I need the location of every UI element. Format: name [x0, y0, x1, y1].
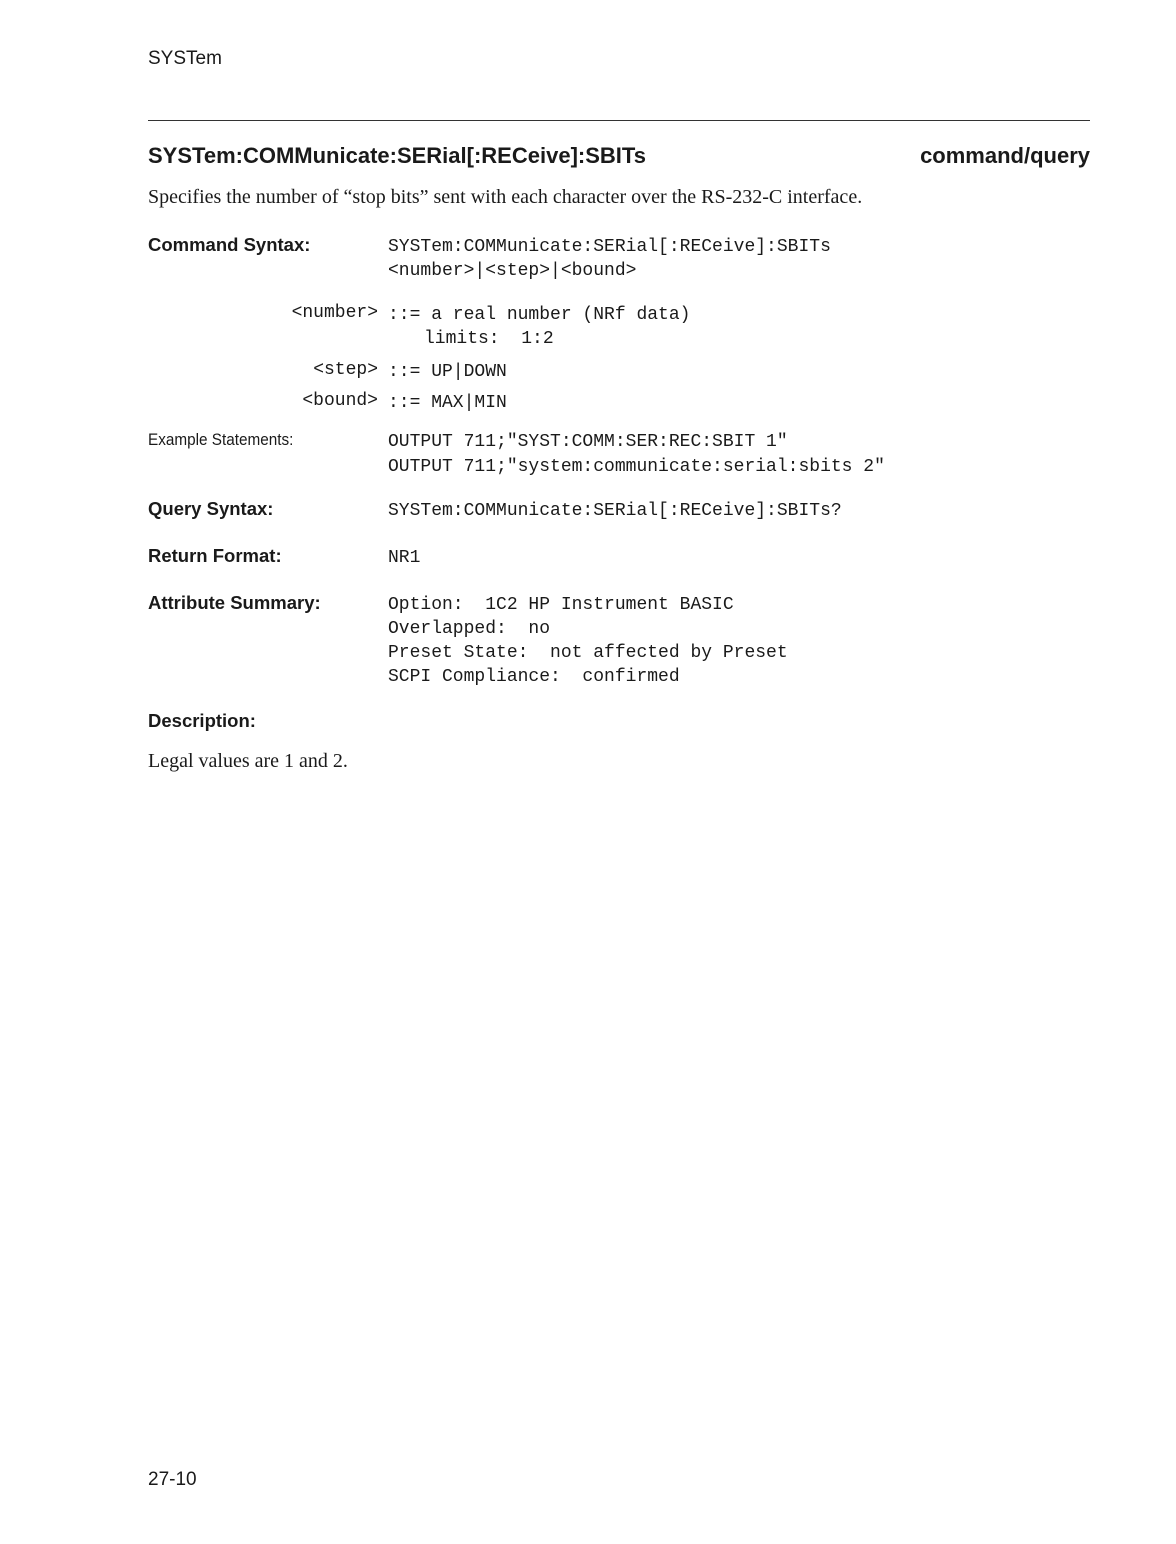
description-label: Description: [148, 710, 256, 731]
param-step-def: ::= UP|DOWN [388, 362, 507, 382]
command-title: SYSTem:COMMunicate:SERial[:RECeive]:SBITs [148, 143, 646, 168]
return-format-label: Return Format: [148, 545, 282, 566]
param-number-limits: limits: 1:2 [424, 329, 554, 349]
page-number: 27-10 [148, 1469, 197, 1490]
param-bound-name: <bound> [302, 391, 378, 411]
example-statements-label: Example Statements: [148, 430, 294, 449]
query-syntax-label: Query Syntax: [148, 498, 274, 519]
running-header: SYSTem [148, 48, 222, 69]
param-step-name: <step> [313, 360, 378, 380]
example-line1: OUTPUT 711;"SYST:COMM:SER:REC:SBIT 1" [388, 432, 788, 452]
header-rule [148, 120, 1090, 121]
param-number-def: ::= a real number (NRf data) [388, 305, 691, 325]
attribute-line: Overlapped: no [388, 619, 551, 639]
command-syntax-label: Command Syntax: [148, 234, 311, 255]
param-number-name: <number> [291, 303, 378, 323]
example-line2: OUTPUT 711;"system:communicate:serial:sbits 2" [388, 457, 885, 477]
command-syntax-line2: <number>|<step>|<bound> [388, 261, 637, 281]
intro-text: Specifies the number of “stop bits” sent with each character over the RS-232-C interface. [148, 186, 863, 208]
attribute-line: Preset State: not affected by Preset [388, 643, 788, 663]
return-format-value: NR1 [388, 548, 421, 568]
command-syntax-line1: SYSTem:COMMunicate:SERial[:RECeive]:SBITs [388, 237, 831, 257]
attribute-summary-label: Attribute Summary: [148, 592, 321, 613]
description-text: Legal values are 1 and 2. [148, 750, 348, 772]
attribute-line: Option: 1C2 HP Instrument BASIC [388, 595, 734, 615]
attribute-line: SCPI Compliance: confirmed [388, 667, 680, 687]
query-syntax-value: SYSTem:COMMunicate:SERial[:RECeive]:SBITs? [388, 501, 842, 521]
param-bound-def: ::= MAX|MIN [388, 393, 507, 413]
command-type: command/query [920, 143, 1090, 168]
